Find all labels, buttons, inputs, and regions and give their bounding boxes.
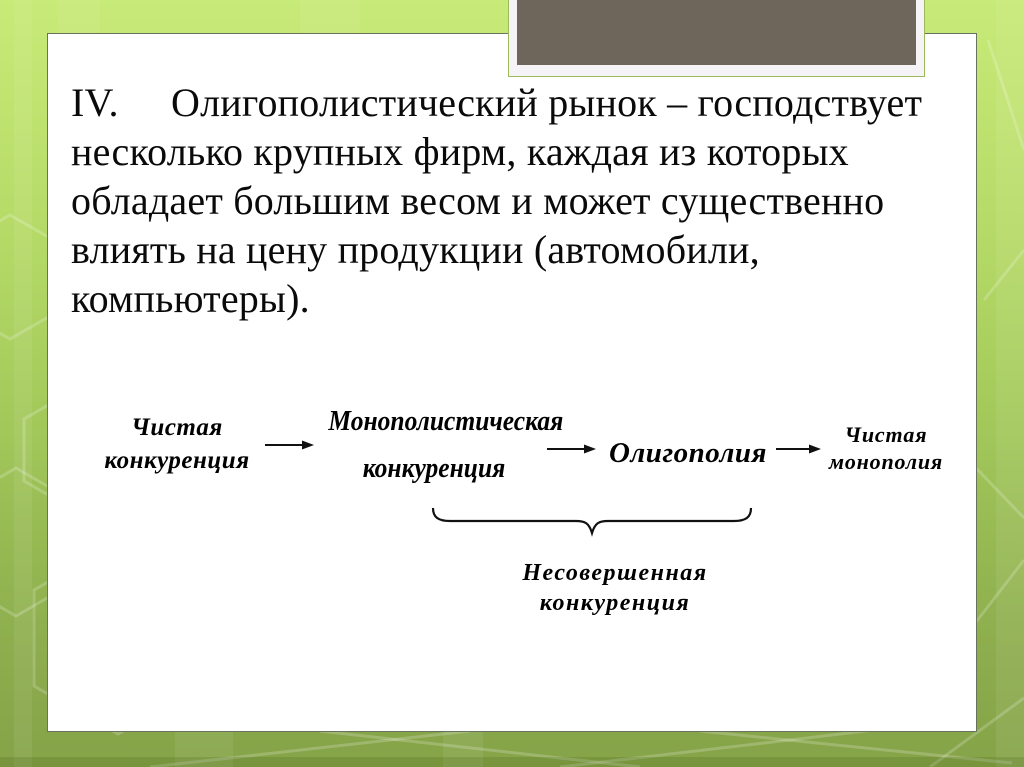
paragraph-line: несколько крупных фирм, каждая из которых: [71, 129, 849, 174]
node-label-line: конкуренция: [104, 447, 250, 474]
market-structure-diagram: [48, 34, 976, 731]
flow-arrow-icon: [546, 442, 596, 456]
diagram-node-monopolistic-competition: [328, 398, 564, 492]
diagram-node-oligopoly: [600, 437, 776, 470]
top-accent-tab: [508, 0, 925, 77]
paragraph-line: влиять на цену продукции (автомобили,: [71, 227, 760, 272]
diagram-node-pure-competition: [93, 411, 261, 477]
underbrace-icon: [430, 504, 754, 540]
diagram-node-pure-monopoly: [815, 421, 957, 475]
node-label-line: конкуренция: [362, 452, 506, 484]
node-label-line: Монополистическая: [328, 405, 564, 437]
flow-arrow-icon: [264, 438, 314, 452]
caption-line: конкуренция: [539, 590, 691, 616]
paragraph-line: компьютеры).: [71, 276, 310, 321]
caption-line: Несовершенная: [522, 560, 708, 586]
brace-caption-imperfect-competition: [500, 558, 730, 618]
paragraph-number: IV.: [71, 80, 119, 125]
paragraph-line-text: Олигополистический рынок – господствует: [171, 80, 923, 125]
node-label-line: монополия: [828, 449, 944, 474]
slide-content-panel: [47, 33, 977, 732]
bottom-edge-strip: [0, 757, 1024, 767]
node-label-line: Олигополия: [608, 437, 767, 469]
node-label-line: Чистая: [131, 414, 223, 441]
top-accent-tab-fill: [517, 0, 916, 65]
paragraph-line: обладает большим весом и может существенно: [71, 178, 885, 223]
node-label-line: Чистая: [844, 422, 928, 447]
